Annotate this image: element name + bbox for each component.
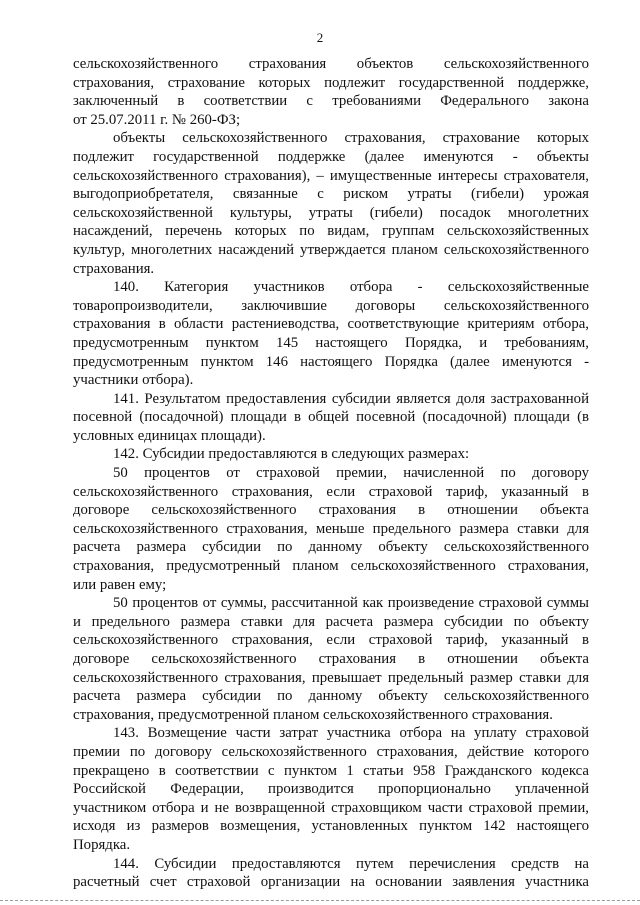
text-line: сельскохозяйственной культуры, утраты (гибели) посадок многолетних: [73, 204, 589, 221]
text-line: предусмотренным пунктом 146 настоящего Порядка (далее именуются -: [73, 353, 589, 370]
text-line: объекты сельскохозяйственного страхования, страхование которых: [113, 130, 589, 147]
paragraph: [73, 855, 589, 892]
text-line: подлежит государственной поддержке (далее именуются - объекты: [73, 148, 589, 165]
document-body: [73, 55, 589, 892]
text-line: сельскохозяйственного страхования, превышает предельный размер ставки для: [73, 669, 589, 686]
text-line: или равен ему;: [73, 576, 167, 593]
scan-edge-line: [0, 900, 640, 901]
page-number: 2: [316, 30, 324, 45]
paragraph: [73, 278, 589, 390]
text-line: 140. Категория участников отбора - сельскохозяйственные: [113, 279, 589, 296]
text-line: страхования в области растениеводства, соответствующие критериям отбора,: [73, 316, 589, 333]
text-line: сельскохозяйственного страхования), – имущественные интересы страхователя,: [73, 167, 589, 184]
text-line: выгодоприобретателя, связанные с риском утраты (гибели) урожая: [73, 186, 589, 203]
text-line: товаропроизводители, заключившие договоры сельскохозяйственного: [73, 297, 589, 314]
text-line: сельскохозяйственного страхования, если страховой тариф, указанный в: [73, 483, 589, 500]
paragraph: [73, 55, 589, 129]
text-line: сельскохозяйственного страхования объектов сельскохозяйственного: [73, 56, 589, 72]
text-line: страхования, страхование которых подлежит государственной поддержке,: [73, 74, 589, 91]
text-line: культур, многолетних насаждений утверждается планом сельскохозяйственного: [73, 241, 589, 258]
text-line: участником отбора и не возвращенной страховщиком части страховой премии,: [73, 799, 589, 816]
text-line: 141. Результатом предоставления субсидии является доля застрахованной: [113, 390, 589, 407]
text-line: договоре сельскохозяйственного страхования в отношении объекта: [73, 651, 589, 667]
text-line: 143. Возмещение части затрат участника отбора на уплату страховой: [113, 725, 589, 742]
text-line: 50 процентов от суммы, рассчитанной как произведение страховой суммы: [113, 595, 589, 612]
text-line: насаждений, перечень которых по видам, группам сельскохозяйственных: [73, 223, 589, 240]
paragraph: [73, 129, 589, 278]
text-line: 142. Субсидии предоставляются в следующих размерах:: [113, 446, 470, 463]
paragraph: [73, 594, 589, 724]
text-line: сельскохозяйственного страхования, меньше предельного размера ставки для: [73, 520, 589, 537]
paragraph: [73, 445, 589, 464]
text-line: условных единицах площади).: [73, 427, 266, 444]
paragraph: [73, 390, 589, 446]
text-line: участники отбора).: [73, 372, 194, 389]
text-line: расчета размера субсидии по данному объекту сельскохозяйственного: [73, 539, 589, 556]
text-line: Порядка.: [73, 836, 131, 853]
text-line: страхования.: [73, 260, 155, 277]
text-line: Российской Федерации, производится пропорционально уплаченной: [73, 781, 589, 798]
text-line: 144. Субсидии предоставляются путем перечисления средств на: [113, 855, 589, 872]
text-line: прекращено в соответствии с пунктом 1 статьи 958 Гражданского кодекса: [73, 762, 589, 779]
text-line: посевной (посадочной) площади в общей посевной (посадочной) площади (в: [73, 409, 589, 426]
text-line: страхования, предусмотренной планом сельскохозяйственного страхования.: [73, 706, 553, 723]
paragraph: [73, 464, 589, 594]
text-line: предусмотренным пунктом 145 настоящего Порядка, и требованиям,: [73, 334, 589, 351]
text-line: сельскохозяйственного страхования, если страховой тариф, указанный в: [73, 632, 589, 649]
text-line: от 25.07.2011 г. № 260-ФЗ;: [73, 111, 241, 128]
text-line: премии по договору сельскохозяйственного страхования, действие которого: [73, 743, 589, 760]
text-line: заключенный в соответствии с требованиями Федерального закона: [73, 93, 589, 110]
text-line: и предельного размера ставки для расчета размера субсидии по объекту: [73, 613, 589, 630]
text-line: расчетный счет страховой организации на основании заявления участника: [73, 874, 589, 891]
text-line: 50 процентов от страховой премии, начисленной по договору: [113, 465, 589, 482]
paragraph: [73, 724, 589, 854]
text-line: страхования, предусмотренный планом сельскохозяйственного страхования,: [73, 558, 589, 575]
text-line: расчета размера субсидии по данному объекту сельскохозяйственного: [73, 688, 589, 705]
text-line: исходя из размеров возмещения, установленных пунктом 142 настоящего: [73, 818, 589, 835]
text-line: договоре сельскохозяйственного страхования в отношении объекта: [73, 502, 589, 519]
